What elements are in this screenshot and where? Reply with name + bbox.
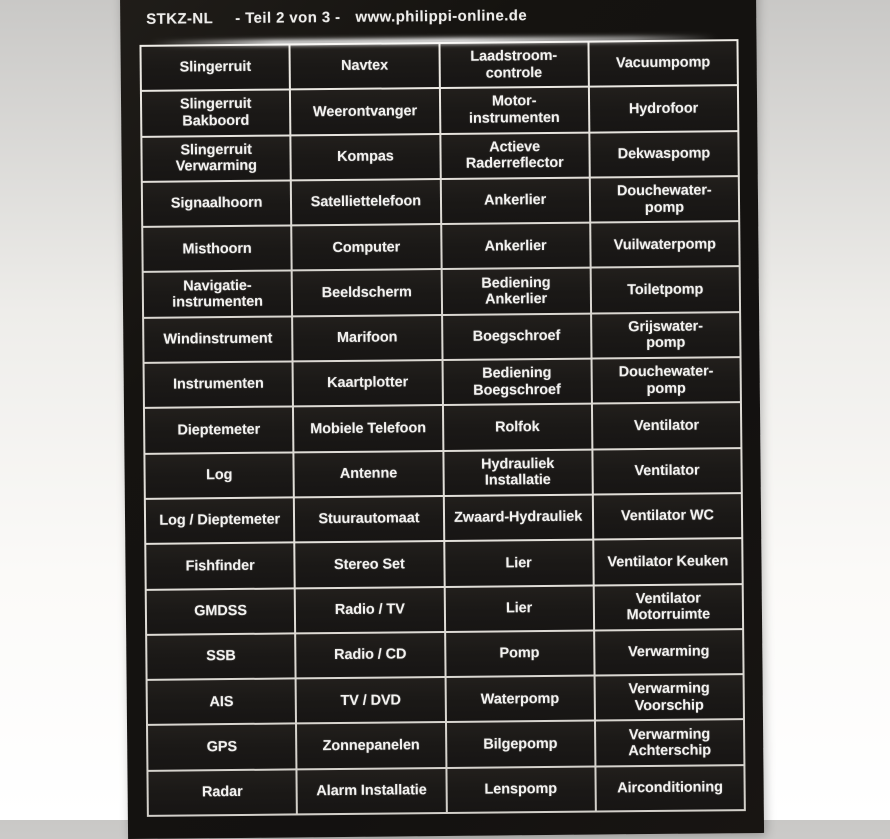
label-cell: Lier	[445, 586, 593, 631]
label-cell: Bediening Boegschroef	[443, 360, 591, 405]
label-cell: Actieve Raderreflector	[441, 133, 589, 178]
label-cell: Lenspomp	[447, 767, 595, 812]
label-cell: Pomp	[446, 631, 594, 676]
label-cell: Radio / CD	[296, 633, 444, 678]
label-cell: TV / DVD	[297, 678, 445, 723]
label-cell: GMDSS	[147, 589, 295, 634]
label-cell: Log / Dieptemeter	[146, 498, 294, 543]
sheet-header	[146, 7, 527, 28]
label-cell: Computer	[292, 225, 440, 270]
label-cell: Bediening Ankerlier	[442, 269, 590, 314]
label-cell: Ventilator	[593, 403, 741, 448]
label-cell: Beeldscherm	[293, 270, 441, 315]
label-cell: Slingerruit Bakboord	[142, 91, 290, 136]
label-cell: Weerontvanger	[291, 89, 439, 134]
label-cell: Bilgepomp	[447, 722, 595, 767]
label-cell: Kaartplotter	[294, 361, 442, 406]
label-sheet	[120, 0, 764, 839]
label-cell: Vuilwaterpomp	[591, 222, 739, 267]
label-cell: Verwarming Voorschip	[595, 675, 743, 720]
label-cell: Hydrauliek Installatie	[444, 450, 592, 495]
label-cell: GPS	[148, 725, 296, 770]
label-cell: Slingerruit	[142, 45, 290, 90]
label-cell: Verwarming Achterschip	[596, 721, 744, 766]
label-cell: Radio / TV	[296, 588, 444, 633]
label-cell: Vacuumpomp	[589, 41, 737, 86]
label-cell: Navigatie- instrumenten	[144, 272, 292, 317]
label-cell: Alarm Installatie	[298, 769, 446, 814]
label-cell: Ventilator Keuken	[594, 539, 742, 584]
label-cell: Laadstroom- controle	[440, 43, 588, 88]
label-cell: Zwaard-Hydrauliek	[444, 496, 592, 541]
label-cell: Kompas	[292, 135, 440, 180]
label-cell: Slingerruit Verwarming	[142, 136, 290, 181]
label-cell: Douchewater- pomp	[592, 358, 740, 403]
label-cell: Fishfinder	[146, 544, 294, 589]
label-cell: Misthoorn	[143, 227, 291, 272]
label-cell: Douchewater- pomp	[591, 177, 739, 222]
label-cell: Lier	[445, 541, 593, 586]
product-code: STKZ-NL	[146, 10, 214, 28]
website-url: www.philippi-online.de	[355, 7, 528, 26]
label-cell: Signaalhoorn	[143, 181, 291, 226]
label-cell: Navtex	[291, 44, 439, 89]
label-cell: Log	[145, 453, 293, 498]
label-cell: Boegschroef	[443, 314, 591, 359]
label-cell: Airconditioning	[596, 766, 744, 811]
label-cell: Mobiele Telefoon	[294, 406, 442, 451]
label-cell: Stuurautomaat	[295, 497, 443, 542]
label-cell: Radar	[148, 770, 296, 815]
label-cell: Dekwaspomp	[590, 132, 738, 177]
label-cell: Instrumenten	[145, 362, 293, 407]
label-cell: Ankerlier	[441, 178, 589, 223]
label-cell: Dieptemeter	[145, 408, 293, 453]
label-cell: AIS	[148, 680, 296, 725]
label-cell: Satelliettelefoon	[292, 180, 440, 225]
label-cell: Grijswater- pomp	[592, 313, 740, 358]
label-cell: Ventilator	[593, 449, 741, 494]
labels-grid	[139, 39, 745, 817]
label-cell: Hydrofoor	[590, 86, 738, 131]
label-cell: Motor- instrumenten	[440, 88, 588, 133]
label-cell: Ankerlier	[442, 224, 590, 269]
label-cell: Ventilator Motorruimte	[594, 585, 742, 630]
label-cell: SSB	[147, 634, 295, 679]
label-cell: Zonnepanelen	[297, 723, 445, 768]
label-cell: Rolfok	[443, 405, 591, 450]
label-cell: Toiletpomp	[591, 268, 739, 313]
label-cell: Marifoon	[293, 316, 441, 361]
label-cell: Waterpomp	[446, 677, 594, 722]
label-cell: Verwarming	[595, 630, 743, 675]
label-cell: Windinstrument	[144, 317, 292, 362]
label-cell: Stereo Set	[296, 542, 444, 587]
label-cell: Ventilator WC	[594, 494, 742, 539]
label-cell: Antenne	[295, 452, 443, 497]
part-info: - Teil 2 von 3 -	[235, 8, 341, 27]
